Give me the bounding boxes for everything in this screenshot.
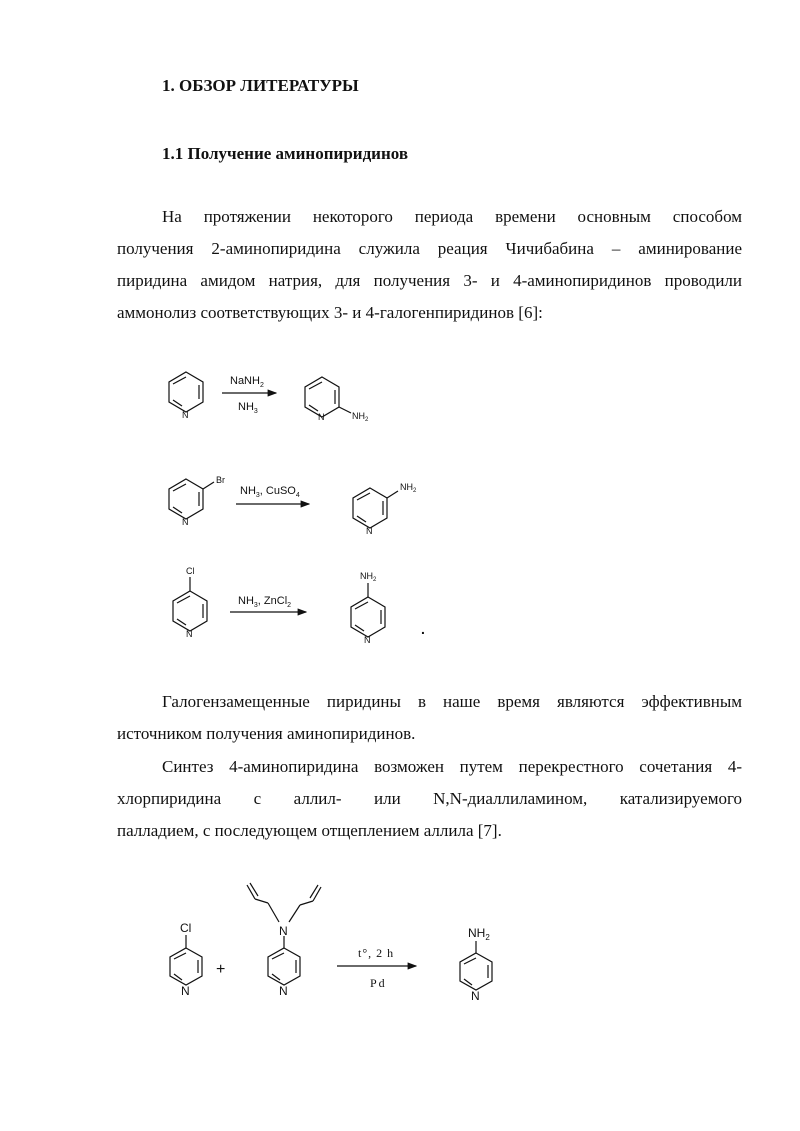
paragraph-line: Галогензамещенные пиридины в наше время являются эффективным — [162, 692, 742, 711]
substituent-label: Cl — [186, 566, 195, 576]
ring-n-label: N — [364, 635, 371, 645]
ring-n-label: N — [279, 984, 288, 998]
paragraph-line: На протяжении некоторого периода времени основным способом — [162, 207, 742, 226]
bromopyridine-ring-icon — [169, 479, 214, 519]
condition-bottom: Pd — [370, 976, 387, 990]
paragraph-line: палладием, с последующем отщеплением аллила [7]. — [117, 821, 502, 840]
ring-n-label: N — [366, 526, 373, 536]
paragraph-line: Синтез 4-аминопиридина возможен путем перекрестного сочетания 4- — [162, 757, 742, 776]
ring-n-label: N — [182, 517, 189, 527]
reagent-label: $NH_3$, CuSO$_4$ — [240, 485, 300, 499]
amine-n-label: N — [279, 924, 288, 938]
aminopyridine-ring-icon — [460, 941, 492, 990]
section-heading: 1. ОБЗОР ЛИТЕРАТУРЫ — [162, 76, 359, 95]
product-amino-group: $NH_2$ — [468, 926, 490, 942]
paragraph-line: аммонолиз соответствующих 3- и 4-галогенпиридинов [6]: — [117, 303, 543, 322]
subsection-heading: 1.1 Получение аминопиридинов — [162, 144, 409, 163]
scheme1-row3 — [173, 577, 385, 637]
paragraph-line: получения 2-аминопиридина служила реация Чичибабина – аминирование — [117, 239, 742, 258]
pyridine-ring-icon — [169, 372, 203, 412]
paragraph-line: хлорпиридина с аллил- или N,N-диаллиламином, катализируемого — [117, 789, 742, 808]
ring-n-label: N — [181, 984, 190, 998]
condition-top: t°, 2 h — [358, 946, 395, 960]
chloropyridine-ring-icon — [173, 577, 207, 631]
ring-n-label: N — [318, 412, 325, 422]
paragraph-line: пиридина амидом натрия, для получения 3- и 4-аминопиридинов проводили — [117, 271, 742, 290]
ring-n-label: N — [471, 989, 480, 1003]
ring-n-label: N — [182, 410, 189, 420]
product-amino-group: $NH_2$ — [400, 482, 417, 494]
substituent-label: Cl — [180, 921, 192, 935]
aminopyridine-ring-icon — [353, 488, 398, 528]
chloropyridine-ring-icon — [170, 935, 202, 985]
product-amino-group: $NH_2$ — [360, 571, 377, 583]
ring-n-label: N — [186, 629, 193, 639]
paragraph-line: источником получения аминопиридинов. — [117, 724, 416, 743]
reagent-label: $NH_3$, ZnCl$_2$ — [238, 595, 292, 609]
plus-sign: + — [216, 961, 226, 978]
reagent-top: NaNH$_2$ — [230, 375, 264, 389]
reagent-bottom: $NH_3$ — [238, 401, 258, 415]
substituent-label: Br — [216, 475, 225, 485]
end-mark: . — [421, 621, 425, 637]
scheme1-row1 — [169, 372, 351, 417]
aminopyridine-ring-icon — [305, 377, 351, 417]
product-amino-group: $NH_2$ — [352, 411, 369, 423]
aminopyridine-ring-icon — [351, 583, 385, 637]
